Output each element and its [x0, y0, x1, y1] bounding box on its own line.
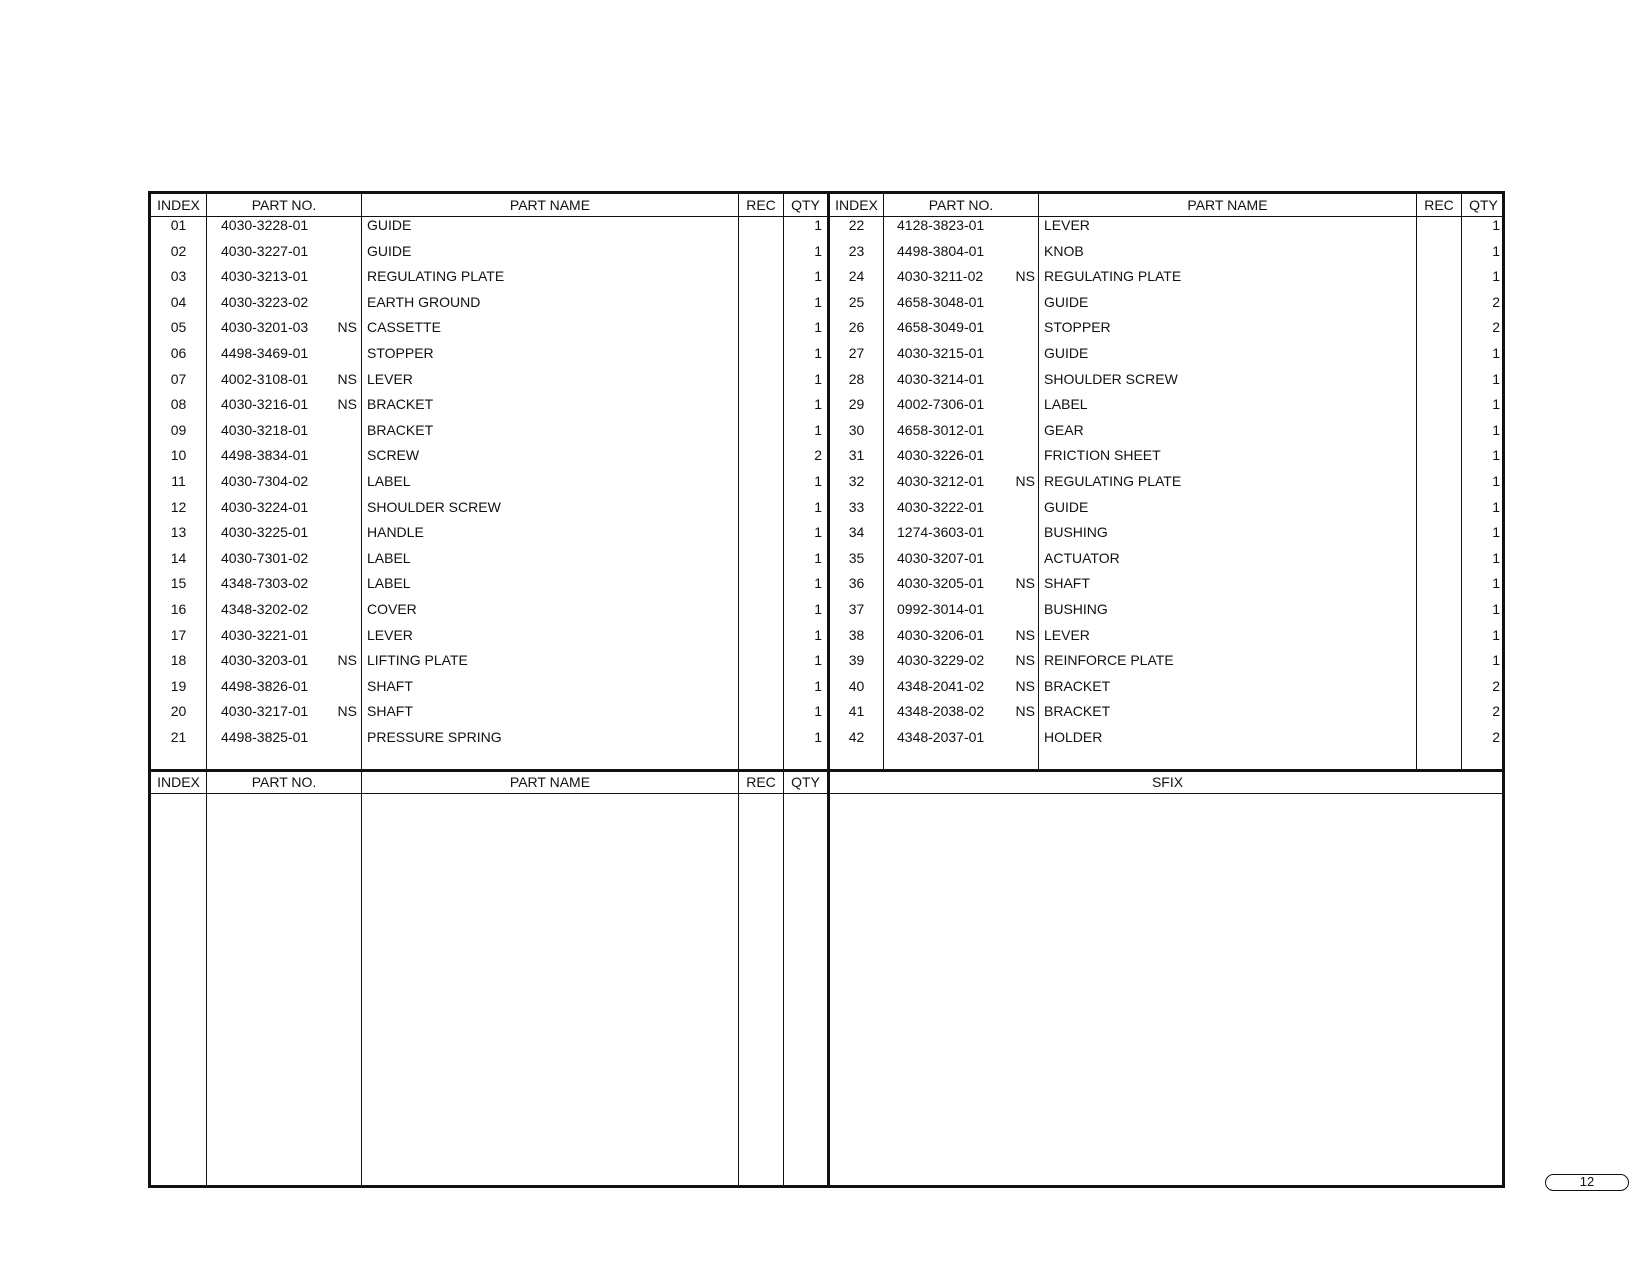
row-part-name: ACTUATOR: [1044, 549, 1120, 566]
row-index: 29: [848, 396, 865, 413]
row-part-no: 4030-3226-01: [897, 447, 985, 464]
row-index: 19: [170, 677, 187, 694]
row-part-no: 4498-3804-01: [897, 242, 985, 259]
lower-header-sfix: SFIX: [1151, 774, 1184, 790]
row-qty: 1: [814, 421, 822, 438]
row-qty: 1: [814, 498, 822, 515]
row-index: 24: [848, 268, 865, 285]
row-part-name: REGULATING PLATE: [1044, 473, 1182, 489]
row-index: 02: [170, 242, 187, 259]
header-rec: REC: [1424, 197, 1454, 213]
row-part-name: BRACKET: [367, 421, 434, 438]
row-ns-flag: NS: [337, 652, 357, 669]
row-part-name: FRICTION SHEET: [1044, 447, 1161, 464]
row-part-name: BRACKET: [1044, 677, 1111, 694]
row-part-name: HANDLE: [367, 524, 424, 541]
row-part-no: 4030-3206-01: [897, 626, 985, 643]
row-qty: 1: [1492, 473, 1500, 489]
row-part-no: 4030-3223-02: [221, 293, 309, 310]
row-qty: 1: [1492, 421, 1500, 438]
row-part-name: LEVER: [1044, 626, 1090, 643]
row-part-name: COVER: [367, 601, 417, 617]
row-qty: 1: [1492, 524, 1500, 541]
row-qty: 1: [1492, 268, 1500, 285]
row-part-no: 4658-3049-01: [897, 319, 985, 336]
row-index: 20: [170, 703, 187, 720]
row-qty: 1: [814, 729, 822, 745]
row-part-no: 4030-3224-01: [221, 498, 309, 515]
row-qty: 1: [1492, 370, 1500, 387]
page-number: 12: [1545, 1174, 1629, 1191]
row-ns-flag: NS: [337, 370, 357, 387]
row-index: 08: [170, 396, 187, 413]
row-index: 01: [170, 217, 187, 233]
row-qty: 1: [814, 549, 822, 566]
row-qty: 1: [814, 652, 822, 669]
row-qty: 1: [814, 703, 822, 720]
row-index: 09: [170, 421, 187, 438]
row-index: 36: [848, 575, 865, 592]
row-index: 30: [848, 421, 865, 438]
col-divider: [206, 194, 207, 1188]
header-qty: QTY: [791, 197, 820, 213]
row-part-name: LABEL: [367, 473, 411, 489]
row-qty: 2: [1492, 319, 1500, 336]
row-qty: 1: [1492, 652, 1500, 669]
row-part-name: GEAR: [1044, 421, 1084, 438]
row-ns-flag: NS: [337, 319, 357, 336]
row-index: 03: [170, 268, 187, 285]
row-part-name: GUIDE: [1044, 293, 1089, 310]
row-part-name: LEVER: [1044, 217, 1090, 233]
header-part-no: PART NO.: [251, 197, 317, 213]
lower-header-rec: REC: [746, 774, 776, 790]
row-part-name: LEVER: [367, 626, 413, 643]
row-ns-flag: NS: [1015, 473, 1035, 489]
row-part-no: 4498-3826-01: [221, 677, 309, 694]
row-index: 40: [848, 677, 865, 694]
row-qty: 1: [1492, 345, 1500, 361]
row-qty: 2: [1492, 293, 1500, 310]
row-part-name: SHAFT: [367, 677, 413, 694]
row-qty: 1: [814, 370, 822, 387]
row-part-name: LABEL: [367, 549, 411, 566]
row-part-name: SHAFT: [1044, 575, 1090, 592]
row-index: 06: [170, 345, 187, 361]
row-index: 32: [848, 473, 865, 489]
row-ns-flag: NS: [1015, 575, 1035, 592]
row-index: 28: [848, 370, 865, 387]
header-part-no: PART NO.: [928, 197, 994, 213]
row-part-name: BUSHING: [1044, 524, 1108, 541]
parts-list-sheet: [148, 191, 1505, 1188]
row-part-name: PRESSURE SPRING: [367, 729, 502, 745]
row-index: 42: [848, 729, 865, 745]
row-qty: 1: [1492, 396, 1500, 413]
row-part-name: SHAFT: [367, 703, 413, 720]
row-index: 04: [170, 293, 187, 310]
row-qty: 1: [814, 626, 822, 643]
row-part-name: KNOB: [1044, 242, 1084, 259]
row-part-no: 4030-3203-01: [221, 652, 309, 669]
row-part-name: GUIDE: [1044, 498, 1089, 515]
row-ns-flag: NS: [1015, 652, 1035, 669]
row-ns-flag: NS: [1015, 626, 1035, 643]
row-qty: 1: [814, 601, 822, 617]
row-part-no: 4030-3215-01: [897, 345, 985, 361]
row-qty: 1: [1492, 626, 1500, 643]
row-part-name: CASSETTE: [367, 319, 441, 336]
row-part-no: 4348-7303-02: [221, 575, 309, 592]
row-part-no: 4030-3229-02: [897, 652, 985, 669]
row-part-no: 4002-3108-01: [221, 370, 309, 387]
col-divider: [738, 194, 739, 1188]
row-ns-flag: NS: [1015, 677, 1035, 694]
row-ns-flag: NS: [337, 703, 357, 720]
row-qty: 1: [814, 242, 822, 259]
row-part-no: 4030-3213-01: [221, 268, 309, 285]
row-part-name: STOPPER: [367, 345, 434, 361]
row-part-no: 4030-3225-01: [221, 524, 309, 541]
row-index: 11: [171, 473, 186, 489]
row-part-name: HOLDER: [1044, 729, 1103, 745]
row-part-name: BRACKET: [367, 396, 434, 413]
row-part-no: 4030-7301-02: [221, 549, 309, 566]
row-index: 22: [848, 217, 865, 233]
row-qty: 1: [1492, 242, 1500, 259]
row-part-name: REINFORCE PLATE: [1044, 652, 1174, 669]
row-part-no: 4030-3218-01: [221, 421, 309, 438]
row-index: 38: [848, 626, 865, 643]
row-part-no: 4030-3201-03: [221, 319, 309, 336]
col-divider: [361, 194, 362, 1188]
row-index: 07: [170, 370, 187, 387]
lower-header-index: INDEX: [157, 774, 200, 790]
row-part-name: GUIDE: [367, 242, 412, 259]
row-index: 18: [170, 652, 187, 669]
row-qty: 2: [1492, 729, 1500, 745]
row-part-no: 1274-3603-01: [897, 524, 985, 541]
row-ns-flag: NS: [337, 396, 357, 413]
row-part-name: GUIDE: [1044, 345, 1089, 361]
row-index: 17: [170, 626, 187, 643]
header-part-name: PART NAME: [509, 197, 591, 213]
row-qty: 1: [814, 319, 822, 336]
row-qty: 1: [1492, 498, 1500, 515]
row-part-no: 4030-3207-01: [897, 549, 985, 566]
row-qty: 1: [1492, 601, 1500, 617]
row-part-no: 4348-2041-02: [897, 677, 985, 694]
header-part-name: PART NAME: [1187, 197, 1268, 213]
lower-header-qty: QTY: [791, 774, 820, 790]
row-index: 15: [170, 575, 187, 592]
row-index: 13: [170, 524, 187, 541]
row-part-no: 4030-3212-01: [897, 473, 985, 489]
row-ns-flag: NS: [1015, 268, 1035, 285]
row-part-no: 4128-3823-01: [897, 217, 985, 233]
row-part-name: LIFTING PLATE: [367, 652, 468, 669]
row-index: 33: [848, 498, 865, 515]
row-part-name: BUSHING: [1044, 601, 1108, 617]
row-index: 21: [170, 729, 187, 745]
row-part-name: SCREW: [367, 447, 420, 464]
row-index: 37: [848, 601, 865, 617]
header-index: INDEX: [835, 197, 878, 213]
row-qty: 1: [1492, 549, 1500, 566]
lower-header-part-name: PART NAME: [509, 774, 591, 790]
row-part-no: 4030-3211-02: [897, 268, 984, 285]
row-index: 14: [170, 549, 187, 566]
row-part-no: 4498-3834-01: [221, 447, 309, 464]
row-part-no: 4030-3227-01: [221, 242, 309, 259]
row-index: 41: [848, 703, 865, 720]
row-part-no: 4498-3825-01: [221, 729, 309, 745]
row-part-no: 4498-3469-01: [221, 345, 309, 361]
row-part-name: GUIDE: [367, 217, 412, 233]
row-part-no: 4658-3012-01: [897, 421, 985, 438]
row-part-no: 4030-3216-01: [221, 396, 309, 413]
row-index: 26: [848, 319, 865, 336]
row-qty: 1: [814, 268, 822, 285]
row-index: 12: [170, 498, 187, 515]
row-part-no: 4030-3221-01: [221, 626, 309, 643]
row-part-no: 4030-3228-01: [221, 217, 309, 233]
row-qty: 1: [814, 473, 822, 489]
col-divider: [883, 194, 884, 769]
row-part-no: 4002-7306-01: [897, 396, 985, 413]
row-index: 31: [848, 447, 865, 464]
row-qty: 1: [814, 293, 822, 310]
row-ns-flag: NS: [1015, 703, 1035, 720]
lower-header-part-no: PART NO.: [251, 774, 317, 790]
row-part-no: 4030-7304-02: [221, 473, 309, 489]
row-part-no: 4030-3217-01: [221, 703, 309, 720]
row-part-name: SHOULDER SCREW: [1044, 370, 1178, 387]
col-divider: [1038, 194, 1039, 769]
row-qty: 1: [814, 677, 822, 694]
row-part-name: LABEL: [367, 575, 411, 592]
row-qty: 1: [814, 575, 822, 592]
row-index: 34: [848, 524, 865, 541]
col-divider: [1416, 194, 1417, 769]
row-part-no: 4030-3222-01: [897, 498, 985, 515]
row-part-no: 4030-3214-01: [897, 370, 985, 387]
row-index: 10: [170, 447, 187, 464]
row-index: 35: [848, 549, 865, 566]
row-index: 25: [848, 293, 865, 310]
row-index: 23: [848, 242, 865, 259]
row-qty: 2: [1492, 703, 1500, 720]
row-part-name: SHOULDER SCREW: [367, 498, 501, 515]
row-part-name: LEVER: [367, 370, 413, 387]
row-part-name: EARTH GROUND: [367, 293, 481, 310]
row-part-name: LABEL: [1044, 396, 1088, 413]
header-index: INDEX: [157, 197, 200, 213]
row-part-name: REGULATING PLATE: [367, 268, 505, 285]
row-part-name: BRACKET: [1044, 703, 1111, 720]
row-qty: 1: [814, 217, 822, 233]
row-qty: 1: [814, 345, 822, 361]
row-qty: 1: [814, 396, 822, 413]
row-part-no: 4348-2037-01: [897, 729, 985, 745]
row-qty: 2: [814, 447, 822, 464]
row-qty: 1: [1492, 217, 1500, 233]
row-qty: 1: [1492, 575, 1500, 592]
row-part-no: 4348-3202-02: [221, 601, 309, 617]
header-qty: QTY: [1469, 197, 1498, 213]
row-index: 27: [848, 345, 865, 361]
header-rec: REC: [746, 197, 776, 213]
row-part-name: REGULATING PLATE: [1044, 268, 1182, 285]
row-qty: 1: [1492, 447, 1500, 464]
row-qty: 2: [1492, 677, 1500, 694]
row-qty: 1: [814, 524, 822, 541]
row-part-no: 4030-3205-01: [897, 575, 985, 592]
row-part-no: 4348-2038-02: [897, 703, 985, 720]
row-part-no: 0992-3014-01: [897, 601, 985, 617]
row-index: 05: [170, 319, 187, 336]
row-part-no: 4658-3048-01: [897, 293, 985, 310]
row-index: 16: [170, 601, 187, 617]
row-part-name: STOPPER: [1044, 319, 1111, 336]
row-index: 39: [848, 652, 865, 669]
